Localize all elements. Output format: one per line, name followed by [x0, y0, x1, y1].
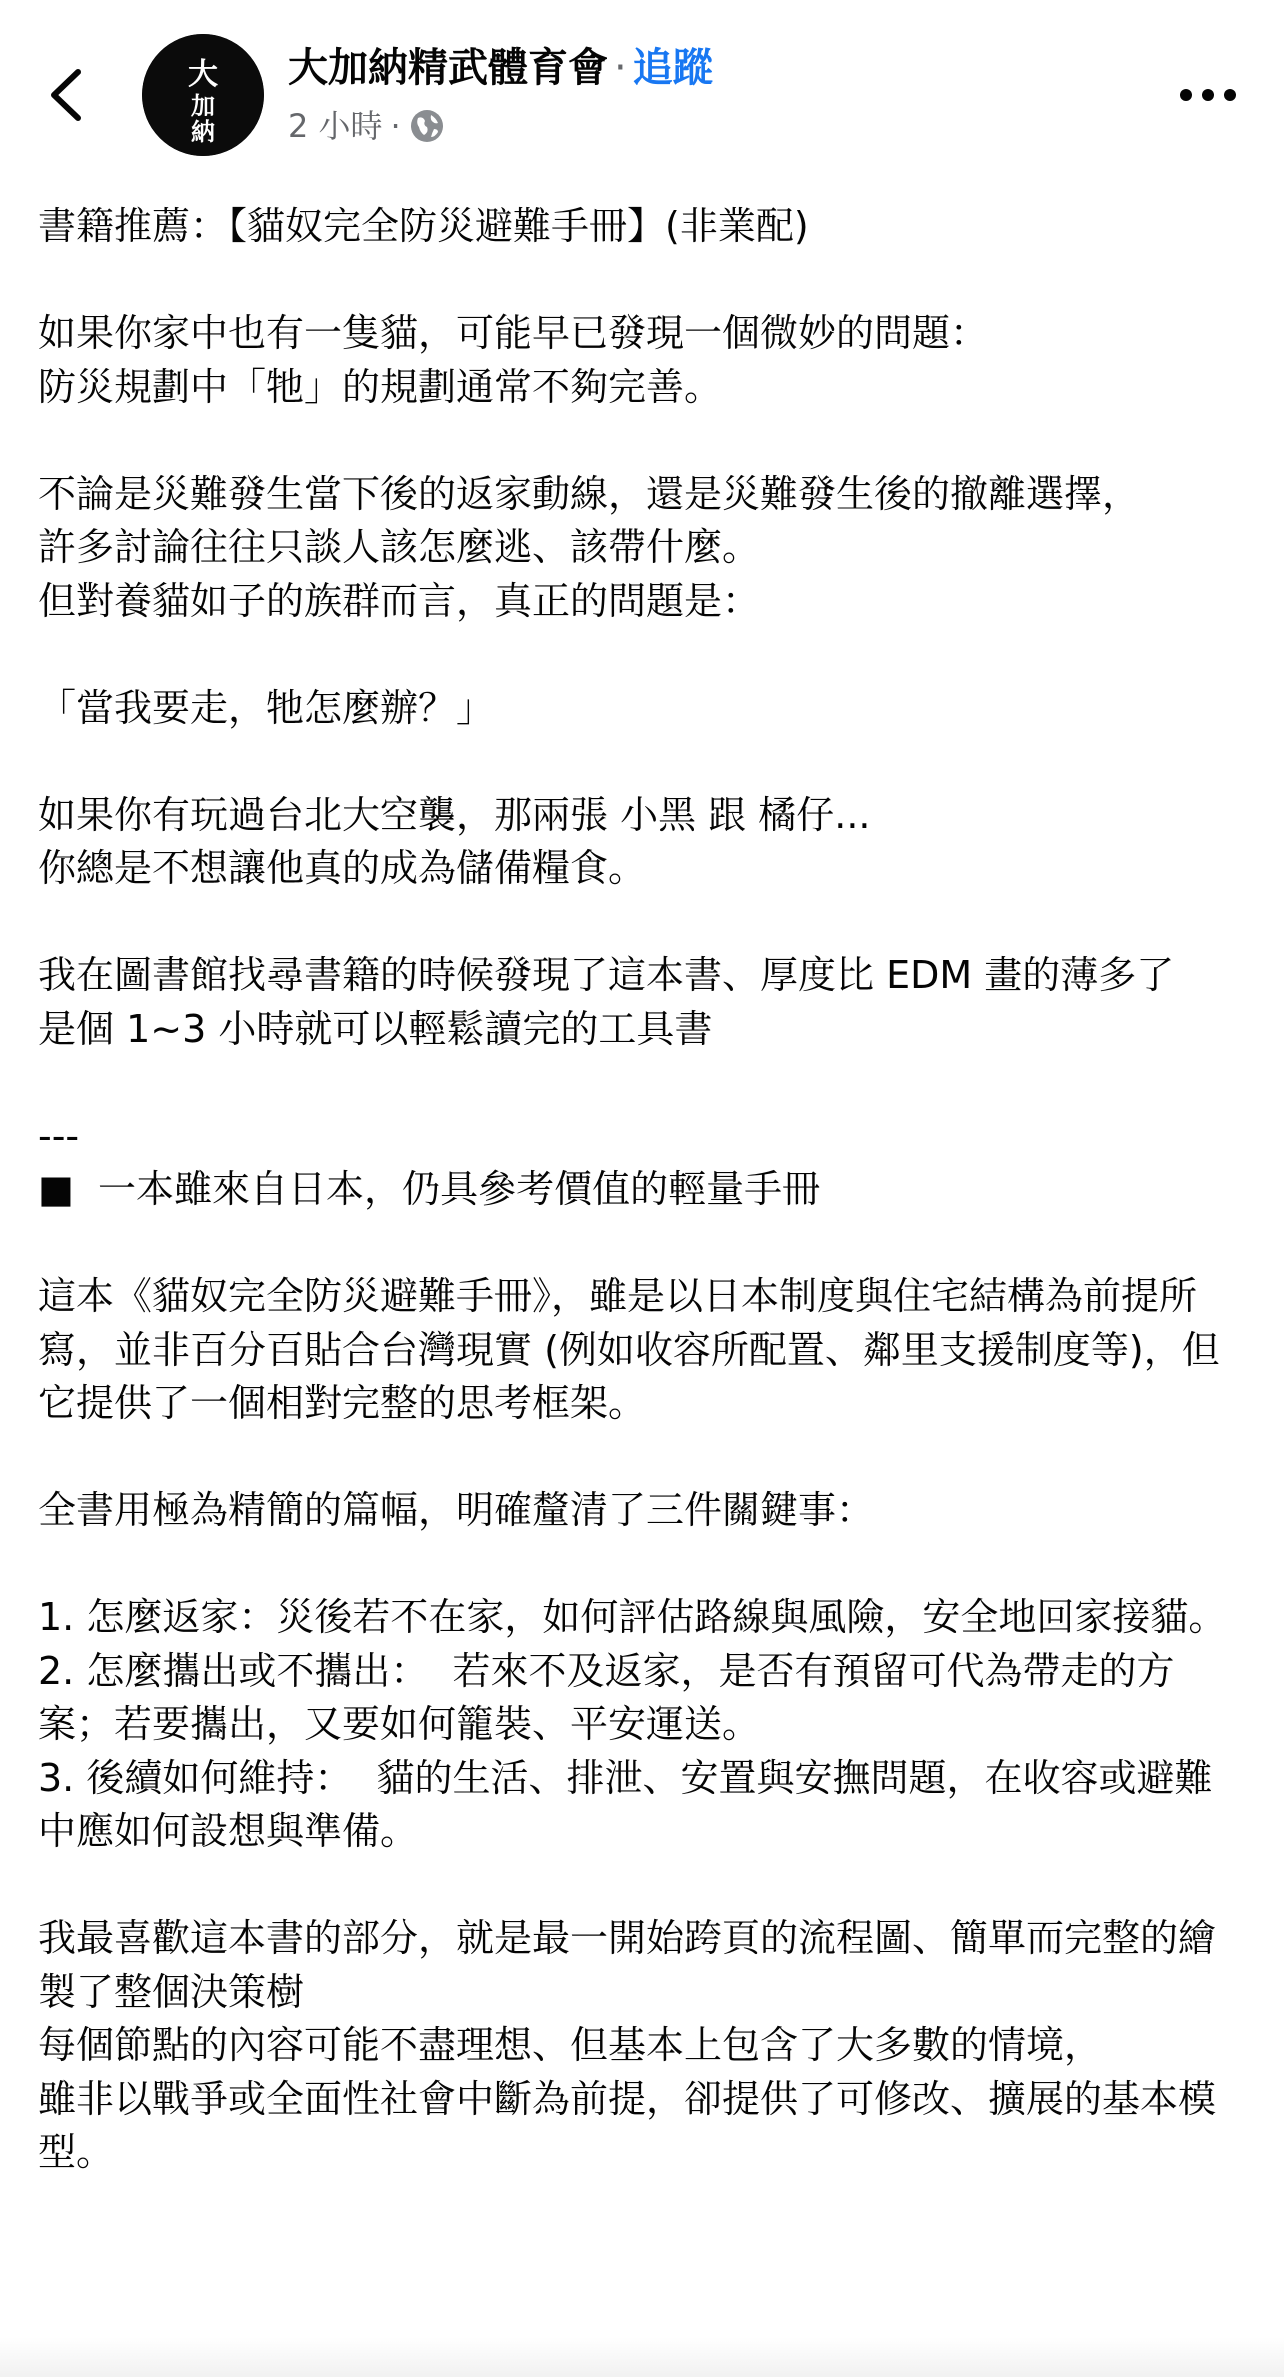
scroll-fade	[0, 2337, 1284, 2377]
more-horizontal-icon	[1176, 70, 1240, 120]
page-name-row	[288, 42, 713, 94]
follow-button[interactable]: 追蹤	[632, 45, 713, 91]
page-name[interactable]: 大加納精武體育會	[288, 45, 608, 91]
post-header	[0, 0, 1284, 180]
chevron-left-icon	[38, 60, 98, 130]
post-timestamp[interactable]: 2 小時	[288, 107, 383, 145]
post-text: 書籍推薦：【貓奴完全防災避難手冊】(非業配) 如果你家中也有一隻貓，可能早已發現一個微妙的問題： 防災規劃中「牠」的規劃通常不夠完善。 不論是災難發生當下後的返家動線，還是災難發生後的撤離選擇， 許多討論往往只談人該怎麼逃、該帶什麼。 但對養貓如子的族群而言，真正的問題是： 「當我要走，牠怎麼辦？」 如果你有玩過台北大空襲，那兩張 小黑 跟 橘仔... 你總是不想讓他真的成為儲備糧食。 我在圖書館找尋書籍的時候發現了這本書、厚度比 EDM 畫的薄多了 是個 1~3 小時就可以輕鬆讀完的工具書 --- ■ 一本雖來自日本，仍具參考價值的輕量手冊 這本《貓奴完全防災避難手冊》，雖是以日本制度與住宅結構為前提所寫，並非百分百貼合台灣現實 (例如收容所配置、鄰里支援制度等)，但它提供了一個相對完整的思考框架。 全書用極為精簡的篇幅，明確釐清了三件關鍵事： 1. 怎麼返家：災後若不在家，如何評估路線與風險，安全地回家接貓。 2. 怎麼攜出或不攜出： 若來不及返家，是否有預留可代為帶走的方案；若要攜出，又要如何籠裝、平安運送。 3. 後續如何維持： 貓的生活、排泄、安置與安撫問題，在收容或避難中應如何設想與準備。 我最喜歡這本書的部分，就是最一開始跨頁的流程圖、簡單而完整的繪製了整個決策樹 每個節點的內容可能不盡理想、但基本上包含了大多數的情境， 雖非以戰爭或全面性社會中斷為前提，卻提供了可修改、擴展的基本模型。	[38, 204, 1227, 2174]
page-logo	[142, 34, 264, 156]
back-button[interactable]	[38, 60, 98, 130]
post-meta	[288, 104, 445, 148]
svg-text:納: 納	[191, 117, 215, 146]
name-separator: ·	[614, 45, 627, 91]
svg-text:大: 大	[188, 57, 218, 92]
svg-text:加: 加	[191, 91, 215, 120]
globe-icon	[409, 108, 445, 144]
avatar[interactable]	[142, 34, 264, 156]
more-options-button[interactable]	[1176, 70, 1240, 120]
meta-separator: ·	[390, 107, 401, 145]
